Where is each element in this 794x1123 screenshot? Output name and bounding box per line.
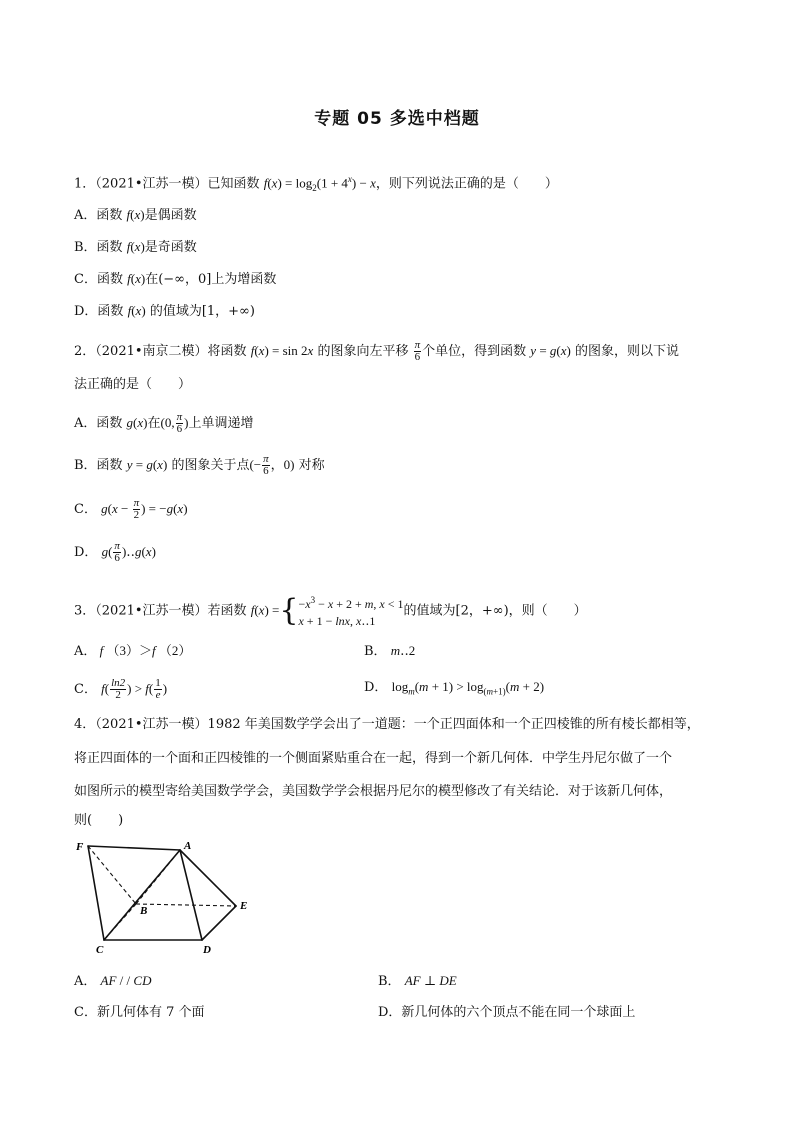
q4-stem-line4: 则( ) <box>74 813 124 828</box>
edge-fa <box>88 846 180 850</box>
label-a: A <box>184 840 192 852</box>
hidden-edge-fb <box>88 846 136 904</box>
q3-number: 3． <box>74 603 96 619</box>
q1-formula: f <box>263 175 268 191</box>
q1-option-a[interactable]: A．函数 f(x)是偶函数 <box>74 207 197 223</box>
q4-number: 4． <box>74 717 96 732</box>
q4-geometry-figure <box>70 836 260 960</box>
q2-number: 2． <box>74 344 96 359</box>
q2-stem: 2．（2021•南京二模）将函数 f(x) = sin 2x 的图象向左平移 $\frac{\pi}{6}$ 个单位，得到函数 y = g(x) 的图象，则以下说 <box>74 339 680 363</box>
edge-ae <box>180 850 236 906</box>
hidden-edge-be <box>136 904 236 906</box>
q3-option-a[interactable]: A． f （3）＞f （2） <box>74 643 192 659</box>
q3-option-c[interactable]: C． f( $\frac{\ln 2}{2}$ ) > f( $\frac{1}{e}$ ) <box>74 677 168 701</box>
label-f: F <box>76 841 84 853</box>
q3-option-d[interactable]: D． $\log_m(m + 1) > \log_{(m+1)}(m + 2)$ <box>364 679 545 697</box>
edge-fc <box>88 846 104 940</box>
q1-source: （2021•江苏一模） <box>95 176 208 192</box>
label-c: C <box>96 944 104 956</box>
q2-option-c[interactable]: C． g(x − $\frac{\pi}{2}$ ) = −g(x) <box>74 497 188 521</box>
q4-option-a[interactable]: A． AF / / CD <box>74 973 152 989</box>
q1-stem: 1．（2021•江苏一模）已知函数 $f(x) = \log_2(1 + 4^x) - x$，则下列说法正确的是（ ） <box>74 174 558 193</box>
q4-option-b[interactable]: B． AF ⊥ DE <box>378 973 457 989</box>
q4-option-c[interactable]: C．新几何体有 7 个面 <box>74 1005 205 1020</box>
q3-stem: 3．（2021•江苏一模）若函数 f(x) ={ $-x^3 - x + 2 + m$, x < 1 x + 1 − lnx, x‥1 的值域为[2，+∞)，则（ ） <box>74 593 587 628</box>
q4-stem-line1: 4．（2021•江苏一模）1982 年美国数学学会出了一道题：一个正四面体和一个正四棱锥的所有棱长都相等， <box>74 717 700 732</box>
q1-option-c[interactable]: C．函数 f(x)在(−∞，0]上为增函数 <box>74 271 277 287</box>
q3-source: （2021•江苏一模） <box>95 603 208 619</box>
label-e: E <box>240 900 248 912</box>
q2-source: （2021•南京二模） <box>95 344 208 359</box>
q4-stem-line2: 将正四面体的一个面和正四棱锥的一个侧面紧贴重合在一起，得到一个新几何体．中学生丹尼尔做了一个 <box>74 751 673 766</box>
q3-option-b[interactable]: B． m‥2 <box>364 643 416 659</box>
edge-de <box>202 906 236 940</box>
q2-option-d[interactable]: D． g( $\frac{\pi}{6}$ )‥g(x) <box>74 540 156 564</box>
edge-ad <box>180 850 202 940</box>
q4-source: （2021•江苏一模） <box>95 717 208 732</box>
q4-stem-line3: 如图所示的模型寄给美国数学学会，美国数学学会根据丹尼尔的模型修改了有关结论．对于该新几何体， <box>74 784 673 799</box>
label-b: B <box>140 905 148 917</box>
q2-option-b[interactable]: B．函数 y = g(x) 的图象关于点(− $\frac{\pi}{6}$ ，0) 对称 <box>74 453 325 477</box>
q2-option-a[interactable]: A．函数 g(x)在(0, $\frac{\pi}{6}$ )上单调递增 <box>74 411 254 435</box>
q2-stem-line2: 法正确的是（ ） <box>74 377 192 392</box>
q4-option-d[interactable]: D．新几何体的六个顶点不能在同一个球面上 <box>378 1005 636 1020</box>
q1-number: 1． <box>74 176 96 192</box>
page-title: 专题 05 多选中档题 <box>314 109 480 129</box>
q1-option-d[interactable]: D．函数 f(x) 的值域为[1，+∞) <box>74 303 255 319</box>
q1-option-b[interactable]: B．函数 f(x)是奇函数 <box>74 239 197 255</box>
label-d: D <box>203 944 211 956</box>
